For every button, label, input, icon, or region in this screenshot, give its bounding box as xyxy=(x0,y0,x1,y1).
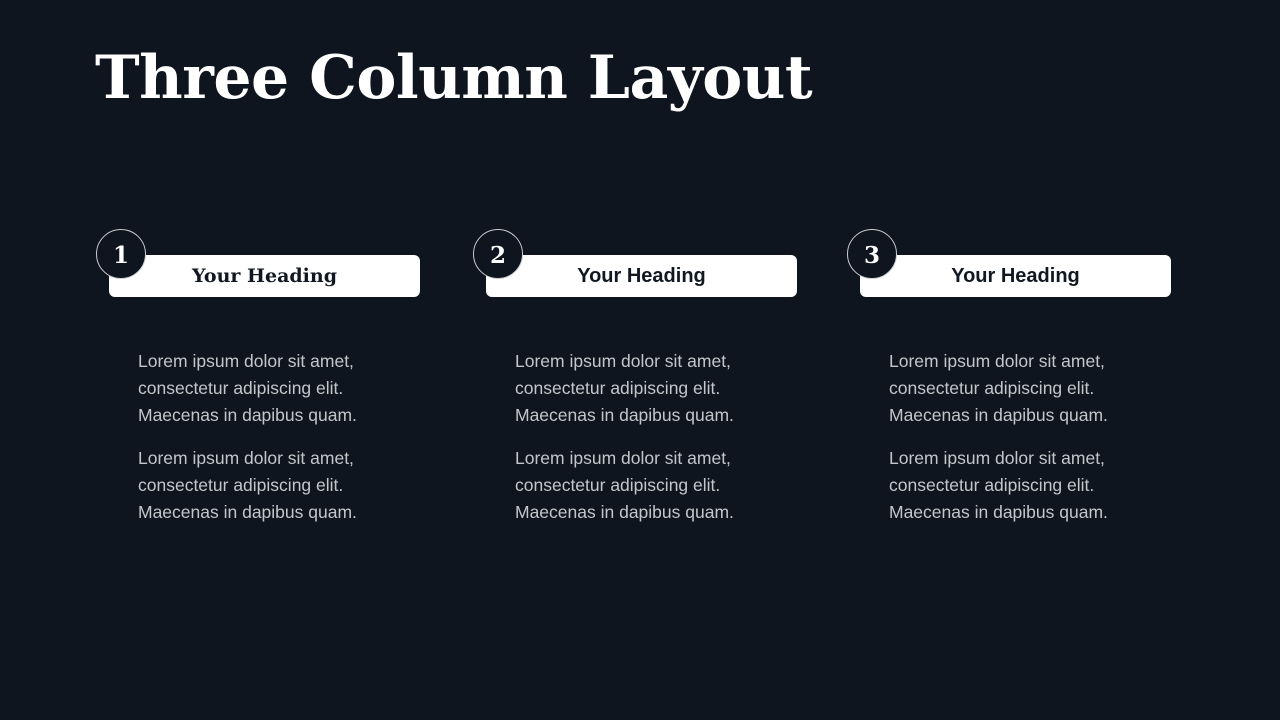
number-badge xyxy=(847,229,897,279)
body-line: Maecenas in dapibus quam. xyxy=(138,502,357,522)
body-line: consectetur adipiscing elit. xyxy=(515,475,721,495)
column-heading-pill xyxy=(109,255,420,297)
body-line: consectetur adipiscing elit. xyxy=(138,378,344,398)
body-line: Maecenas in dapibus quam. xyxy=(889,405,1108,425)
number-badge xyxy=(96,229,146,279)
body-line: Lorem ipsum dolor sit amet, xyxy=(515,448,731,468)
body-line: Maecenas in dapibus quam. xyxy=(515,502,734,522)
column-3 xyxy=(847,229,1177,549)
slide-title: Three Column Layout xyxy=(95,43,813,113)
column-1 xyxy=(96,229,426,549)
column-heading-pill xyxy=(860,255,1171,297)
number-badge xyxy=(473,229,523,279)
body-line: consectetur adipiscing elit. xyxy=(889,475,1095,495)
body-line: consectetur adipiscing elit. xyxy=(515,378,721,398)
column-heading-pill xyxy=(486,255,797,297)
column-2 xyxy=(473,229,803,549)
body-line: Lorem ipsum dolor sit amet, xyxy=(138,351,354,371)
body-paragraph xyxy=(515,445,795,526)
body-line: Maecenas in dapibus quam. xyxy=(889,502,1108,522)
number-badge-label: 3 xyxy=(863,241,880,269)
body-paragraph xyxy=(138,445,418,526)
column-body xyxy=(515,348,795,542)
body-line: Maecenas in dapibus quam. xyxy=(515,405,734,425)
body-paragraph xyxy=(138,348,418,429)
body-line: Lorem ipsum dolor sit amet, xyxy=(515,351,731,371)
column-body xyxy=(138,348,418,542)
column-heading: Your Heading xyxy=(192,265,337,287)
column-heading: Your Heading xyxy=(577,264,706,287)
body-line: consectetur adipiscing elit. xyxy=(138,475,344,495)
column-heading: Your Heading xyxy=(951,264,1080,287)
body-paragraph xyxy=(889,348,1169,429)
body-line: Maecenas in dapibus quam. xyxy=(138,405,357,425)
body-paragraph xyxy=(515,348,795,429)
body-line: consectetur adipiscing elit. xyxy=(889,378,1095,398)
column-body xyxy=(889,348,1169,542)
body-paragraph xyxy=(889,445,1169,526)
number-badge-label: 1 xyxy=(112,241,129,269)
number-badge-label: 2 xyxy=(489,241,506,269)
body-line: Lorem ipsum dolor sit amet, xyxy=(889,448,1105,468)
body-line: Lorem ipsum dolor sit amet, xyxy=(138,448,354,468)
body-line: Lorem ipsum dolor sit amet, xyxy=(889,351,1105,371)
